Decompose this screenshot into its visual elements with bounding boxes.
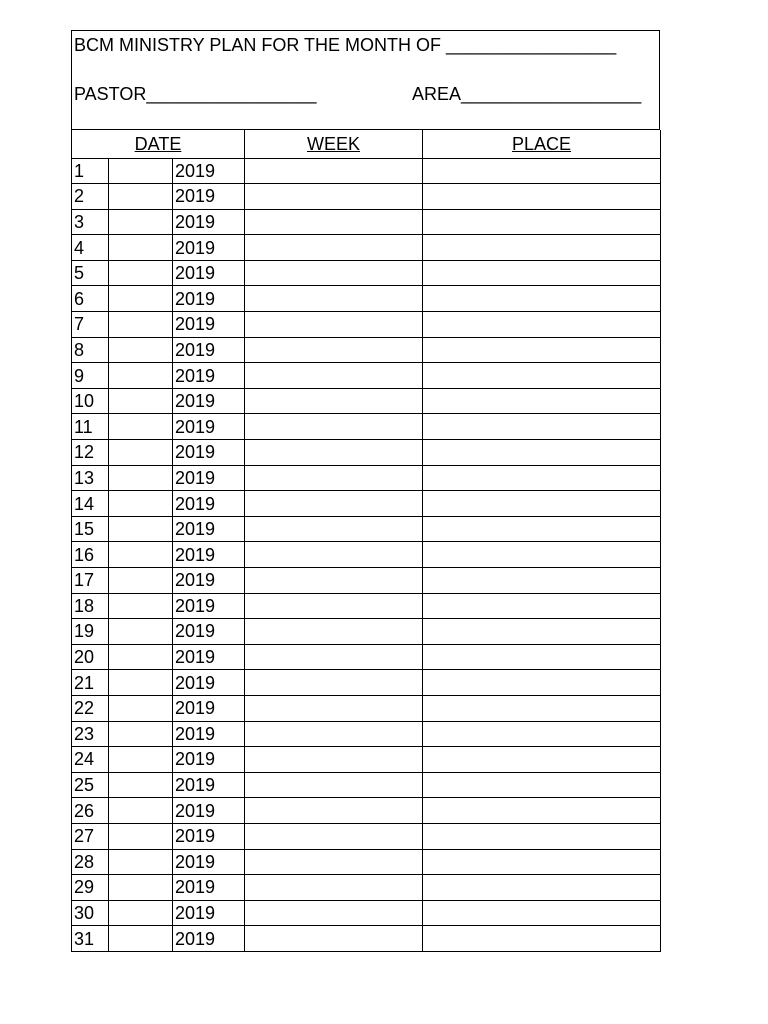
table-row: [72, 235, 661, 261]
week-cell[interactable]: [245, 286, 423, 312]
year-cell: 2019: [173, 644, 245, 670]
week-cell[interactable]: [245, 670, 423, 696]
day-cell: 1: [72, 158, 109, 184]
date-blank-cell[interactable]: [109, 414, 173, 440]
year-cell: 2019: [173, 747, 245, 773]
column-header-date: DATE: [72, 130, 245, 158]
year-cell: 2019: [173, 286, 245, 312]
year-cell: 2019: [173, 312, 245, 338]
year-cell: 2019: [173, 465, 245, 491]
table-row: [72, 465, 661, 491]
date-blank-cell[interactable]: [109, 184, 173, 210]
week-cell[interactable]: [245, 619, 423, 645]
plan-table: [71, 130, 661, 952]
week-cell[interactable]: [245, 516, 423, 542]
plan-title: BCM MINISTRY PLAN FOR THE MONTH OF _________________: [74, 35, 617, 55]
table-row: [72, 184, 661, 210]
week-cell[interactable]: [245, 926, 423, 952]
place-cell[interactable]: [423, 542, 661, 568]
table-header-row: [72, 130, 661, 158]
date-blank-cell[interactable]: [109, 926, 173, 952]
table-row: [72, 747, 661, 773]
day-cell: 5: [72, 260, 109, 286]
day-cell: 12: [72, 440, 109, 466]
day-cell: 13: [72, 465, 109, 491]
place-cell[interactable]: [423, 926, 661, 952]
year-cell: 2019: [173, 593, 245, 619]
place-cell[interactable]: [423, 158, 661, 184]
table-row: [72, 158, 661, 184]
table-row: [72, 312, 661, 338]
date-blank-cell[interactable]: [109, 209, 173, 235]
date-blank-cell[interactable]: [109, 542, 173, 568]
date-blank-cell[interactable]: [109, 363, 173, 389]
week-cell[interactable]: [245, 260, 423, 286]
date-blank-cell[interactable]: [109, 337, 173, 363]
day-cell: 18: [72, 593, 109, 619]
table-body: [72, 158, 661, 951]
date-blank-cell[interactable]: [109, 260, 173, 286]
table-row: [72, 388, 661, 414]
date-blank-cell[interactable]: [109, 721, 173, 747]
day-cell: 24: [72, 747, 109, 773]
place-cell[interactable]: [423, 823, 661, 849]
place-cell[interactable]: [423, 619, 661, 645]
year-cell: 2019: [173, 516, 245, 542]
table-row: [72, 516, 661, 542]
week-cell[interactable]: [245, 695, 423, 721]
place-cell[interactable]: [423, 337, 661, 363]
year-cell: 2019: [173, 619, 245, 645]
day-cell: 29: [72, 875, 109, 901]
year-cell: 2019: [173, 849, 245, 875]
day-cell: 23: [72, 721, 109, 747]
place-cell[interactable]: [423, 184, 661, 210]
date-blank-cell[interactable]: [109, 798, 173, 824]
year-cell: 2019: [173, 363, 245, 389]
year-cell: 2019: [173, 491, 245, 517]
table-row: [72, 849, 661, 875]
week-cell[interactable]: [245, 644, 423, 670]
place-cell[interactable]: [423, 465, 661, 491]
date-blank-cell[interactable]: [109, 158, 173, 184]
week-cell[interactable]: [245, 491, 423, 517]
table-row: [72, 568, 661, 594]
table-row: [72, 926, 661, 952]
table-row: [72, 593, 661, 619]
week-cell[interactable]: [245, 568, 423, 594]
date-blank-cell[interactable]: [109, 593, 173, 619]
year-cell: 2019: [173, 235, 245, 261]
date-blank-cell[interactable]: [109, 849, 173, 875]
date-blank-cell[interactable]: [109, 388, 173, 414]
day-cell: 3: [72, 209, 109, 235]
day-cell: 26: [72, 798, 109, 824]
date-blank-cell[interactable]: [109, 491, 173, 517]
week-cell[interactable]: [245, 414, 423, 440]
day-cell: 30: [72, 900, 109, 926]
day-cell: 16: [72, 542, 109, 568]
place-cell[interactable]: [423, 363, 661, 389]
year-cell: 2019: [173, 798, 245, 824]
table-row: [72, 798, 661, 824]
date-blank-cell[interactable]: [109, 235, 173, 261]
place-cell[interactable]: [423, 491, 661, 517]
place-cell[interactable]: [423, 260, 661, 286]
date-blank-cell[interactable]: [109, 568, 173, 594]
day-cell: 6: [72, 286, 109, 312]
year-cell: 2019: [173, 184, 245, 210]
day-cell: 2: [72, 184, 109, 210]
date-blank-cell[interactable]: [109, 695, 173, 721]
table-row: [72, 286, 661, 312]
day-cell: 7: [72, 312, 109, 338]
day-cell: 17: [72, 568, 109, 594]
week-cell[interactable]: [245, 849, 423, 875]
table-row: [72, 209, 661, 235]
place-cell[interactable]: [423, 440, 661, 466]
day-cell: 27: [72, 823, 109, 849]
place-cell[interactable]: [423, 798, 661, 824]
place-cell[interactable]: [423, 235, 661, 261]
week-cell[interactable]: [245, 158, 423, 184]
table-row: [72, 772, 661, 798]
place-cell[interactable]: [423, 747, 661, 773]
table-row: [72, 491, 661, 517]
date-blank-cell[interactable]: [109, 644, 173, 670]
day-cell: 25: [72, 772, 109, 798]
table-row: [72, 337, 661, 363]
year-cell: 2019: [173, 772, 245, 798]
date-blank-cell[interactable]: [109, 465, 173, 491]
week-cell[interactable]: [245, 721, 423, 747]
week-cell[interactable]: [245, 440, 423, 466]
place-cell[interactable]: [423, 875, 661, 901]
year-cell: 2019: [173, 670, 245, 696]
table-row: [72, 823, 661, 849]
date-blank-cell[interactable]: [109, 823, 173, 849]
date-blank-cell[interactable]: [109, 286, 173, 312]
table-row: [72, 260, 661, 286]
date-blank-cell[interactable]: [109, 619, 173, 645]
place-cell[interactable]: [423, 516, 661, 542]
date-blank-cell[interactable]: [109, 440, 173, 466]
year-cell: 2019: [173, 568, 245, 594]
table-row: [72, 721, 661, 747]
date-blank-cell[interactable]: [109, 516, 173, 542]
date-blank-cell[interactable]: [109, 772, 173, 798]
week-cell[interactable]: [245, 823, 423, 849]
year-cell: 2019: [173, 875, 245, 901]
year-cell: 2019: [173, 900, 245, 926]
place-cell[interactable]: [423, 644, 661, 670]
week-cell[interactable]: [245, 235, 423, 261]
year-cell: 2019: [173, 158, 245, 184]
ministry-plan-sheet: [71, 30, 660, 952]
year-cell: 2019: [173, 440, 245, 466]
place-cell[interactable]: [423, 772, 661, 798]
place-cell[interactable]: [423, 312, 661, 338]
date-blank-cell[interactable]: [109, 900, 173, 926]
place-cell[interactable]: [423, 695, 661, 721]
week-cell[interactable]: [245, 363, 423, 389]
day-cell: 19: [72, 619, 109, 645]
day-cell: 21: [72, 670, 109, 696]
place-cell[interactable]: [423, 414, 661, 440]
day-cell: 20: [72, 644, 109, 670]
place-cell[interactable]: [423, 721, 661, 747]
week-cell[interactable]: [245, 337, 423, 363]
week-cell[interactable]: [245, 312, 423, 338]
day-cell: 22: [72, 695, 109, 721]
year-cell: 2019: [173, 721, 245, 747]
table-row: [72, 414, 661, 440]
place-cell[interactable]: [423, 568, 661, 594]
table-row: [72, 900, 661, 926]
day-cell: 28: [72, 849, 109, 875]
place-cell[interactable]: [423, 388, 661, 414]
place-cell[interactable]: [423, 670, 661, 696]
plan-header: [71, 30, 660, 130]
date-blank-cell[interactable]: [109, 875, 173, 901]
place-cell[interactable]: [423, 209, 661, 235]
week-cell[interactable]: [245, 184, 423, 210]
week-cell[interactable]: [245, 772, 423, 798]
place-cell[interactable]: [423, 593, 661, 619]
table-row: [72, 440, 661, 466]
day-cell: 9: [72, 363, 109, 389]
year-cell: 2019: [173, 542, 245, 568]
day-cell: 4: [72, 235, 109, 261]
day-cell: 31: [72, 926, 109, 952]
table-row: [72, 875, 661, 901]
year-cell: 2019: [173, 926, 245, 952]
table-row: [72, 644, 661, 670]
week-cell[interactable]: [245, 542, 423, 568]
week-cell[interactable]: [245, 593, 423, 619]
week-cell[interactable]: [245, 798, 423, 824]
week-cell[interactable]: [245, 747, 423, 773]
year-cell: 2019: [173, 337, 245, 363]
date-blank-cell[interactable]: [109, 670, 173, 696]
week-cell[interactable]: [245, 209, 423, 235]
year-cell: 2019: [173, 823, 245, 849]
week-cell[interactable]: [245, 388, 423, 414]
table-row: [72, 670, 661, 696]
pastor-field[interactable]: PASTOR_________________: [74, 84, 317, 104]
week-cell[interactable]: [245, 875, 423, 901]
place-cell[interactable]: [423, 900, 661, 926]
year-cell: 2019: [173, 260, 245, 286]
year-cell: 2019: [173, 695, 245, 721]
year-cell: 2019: [173, 209, 245, 235]
place-cell[interactable]: [423, 849, 661, 875]
day-cell: 14: [72, 491, 109, 517]
day-cell: 10: [72, 388, 109, 414]
day-cell: 11: [72, 414, 109, 440]
week-cell[interactable]: [245, 900, 423, 926]
day-cell: 8: [72, 337, 109, 363]
year-cell: 2019: [173, 414, 245, 440]
column-header-place: PLACE: [423, 130, 661, 158]
table-row: [72, 695, 661, 721]
week-cell[interactable]: [245, 465, 423, 491]
area-field[interactable]: AREA__________________: [412, 84, 642, 104]
column-header-week: WEEK: [245, 130, 423, 158]
table-row: [72, 542, 661, 568]
table-row: [72, 363, 661, 389]
table-row: [72, 619, 661, 645]
date-blank-cell[interactable]: [109, 312, 173, 338]
year-cell: 2019: [173, 388, 245, 414]
date-blank-cell[interactable]: [109, 747, 173, 773]
place-cell[interactable]: [423, 286, 661, 312]
day-cell: 15: [72, 516, 109, 542]
